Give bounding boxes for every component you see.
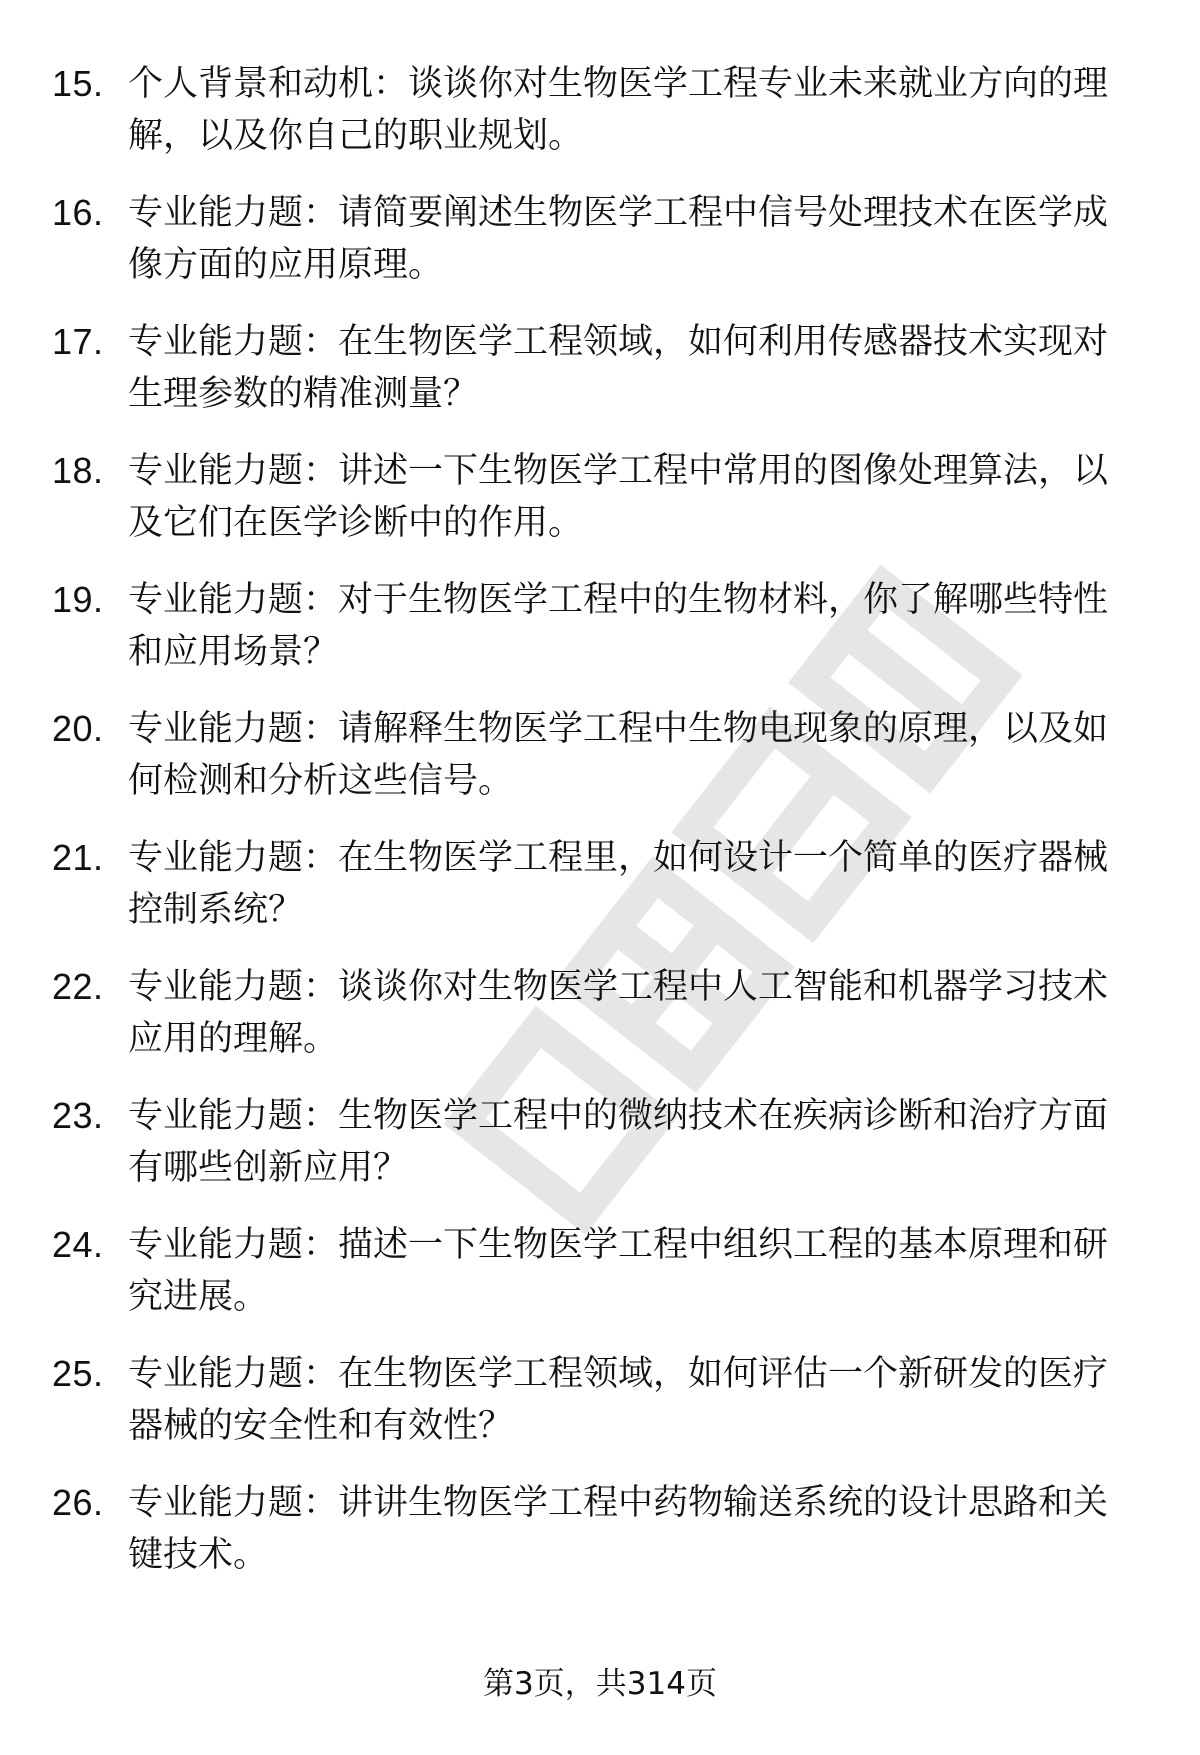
question-number: 21. [52,837,104,878]
question-text: 专业能力题：谈谈你对生物医学工程中人工智能和机器学习技术应用的理解。 [128,967,1109,1059]
question-text: 个人背景和动机：谈谈你对生物医学工程专业未来就业方向的理解，以及你自己的职业规划。 [128,64,1109,156]
question-item [52,316,1142,445]
question-number: 25. [52,1353,104,1394]
question-number: 16. [52,192,104,233]
question-text: 专业能力题：请解释生物医学工程中生物电现象的原理，以及如何检测和分析这些信号。 [128,709,1109,801]
question-text: 专业能力题：讲讲生物医学工程中药物输送系统的设计思路和关键技术。 [128,1483,1109,1575]
question-number: 18. [52,450,104,491]
question-item [52,1477,1142,1606]
question-item [52,703,1142,832]
question-item [52,1219,1142,1348]
question-number: 19. [52,579,104,620]
question-text: 专业能力题：在生物医学工程里，如何设计一个简单的医疗器械控制系统？ [128,838,1109,930]
question-list [52,58,1142,1606]
question-item [52,58,1142,187]
question-item [52,832,1142,961]
question-text: 专业能力题：在生物医学工程领域，如何利用传感器技术实现对生理参数的精准测量？ [128,322,1109,414]
question-item [52,961,1142,1090]
question-item [52,1348,1142,1477]
page-indicator: 第3页，共314页 [483,1666,717,1702]
question-text: 专业能力题：请简要阐述生物医学工程中信号处理技术在医学成像方面的应用原理。 [128,193,1109,285]
question-number: 26. [52,1482,104,1523]
question-item [52,187,1142,316]
question-number: 24. [52,1224,104,1265]
question-number: 20. [52,708,104,749]
question-text: 专业能力题：在生物医学工程领域，如何评估一个新研发的医疗器械的安全性和有效性？ [128,1354,1109,1446]
question-item [52,445,1142,574]
question-item [52,1090,1142,1219]
question-text: 专业能力题：讲述一下生物医学工程中常用的图像处理算法，以及它们在医学诊断中的作用。 [128,451,1109,543]
question-text: 专业能力题：生物医学工程中的微纳技术在疾病诊断和治疗方面有哪些创新应用？ [128,1096,1109,1188]
question-number: 15. [52,63,104,104]
question-number: 23. [52,1095,104,1136]
question-text: 专业能力题：对于生物医学工程中的生物材料，你了解哪些特性和应用场景？ [128,580,1109,672]
question-text: 专业能力题：描述一下生物医学工程中组织工程的基本原理和研究进展。 [128,1225,1109,1317]
question-number: 22. [52,966,104,1007]
question-item [52,574,1142,703]
question-number: 17. [52,321,104,362]
